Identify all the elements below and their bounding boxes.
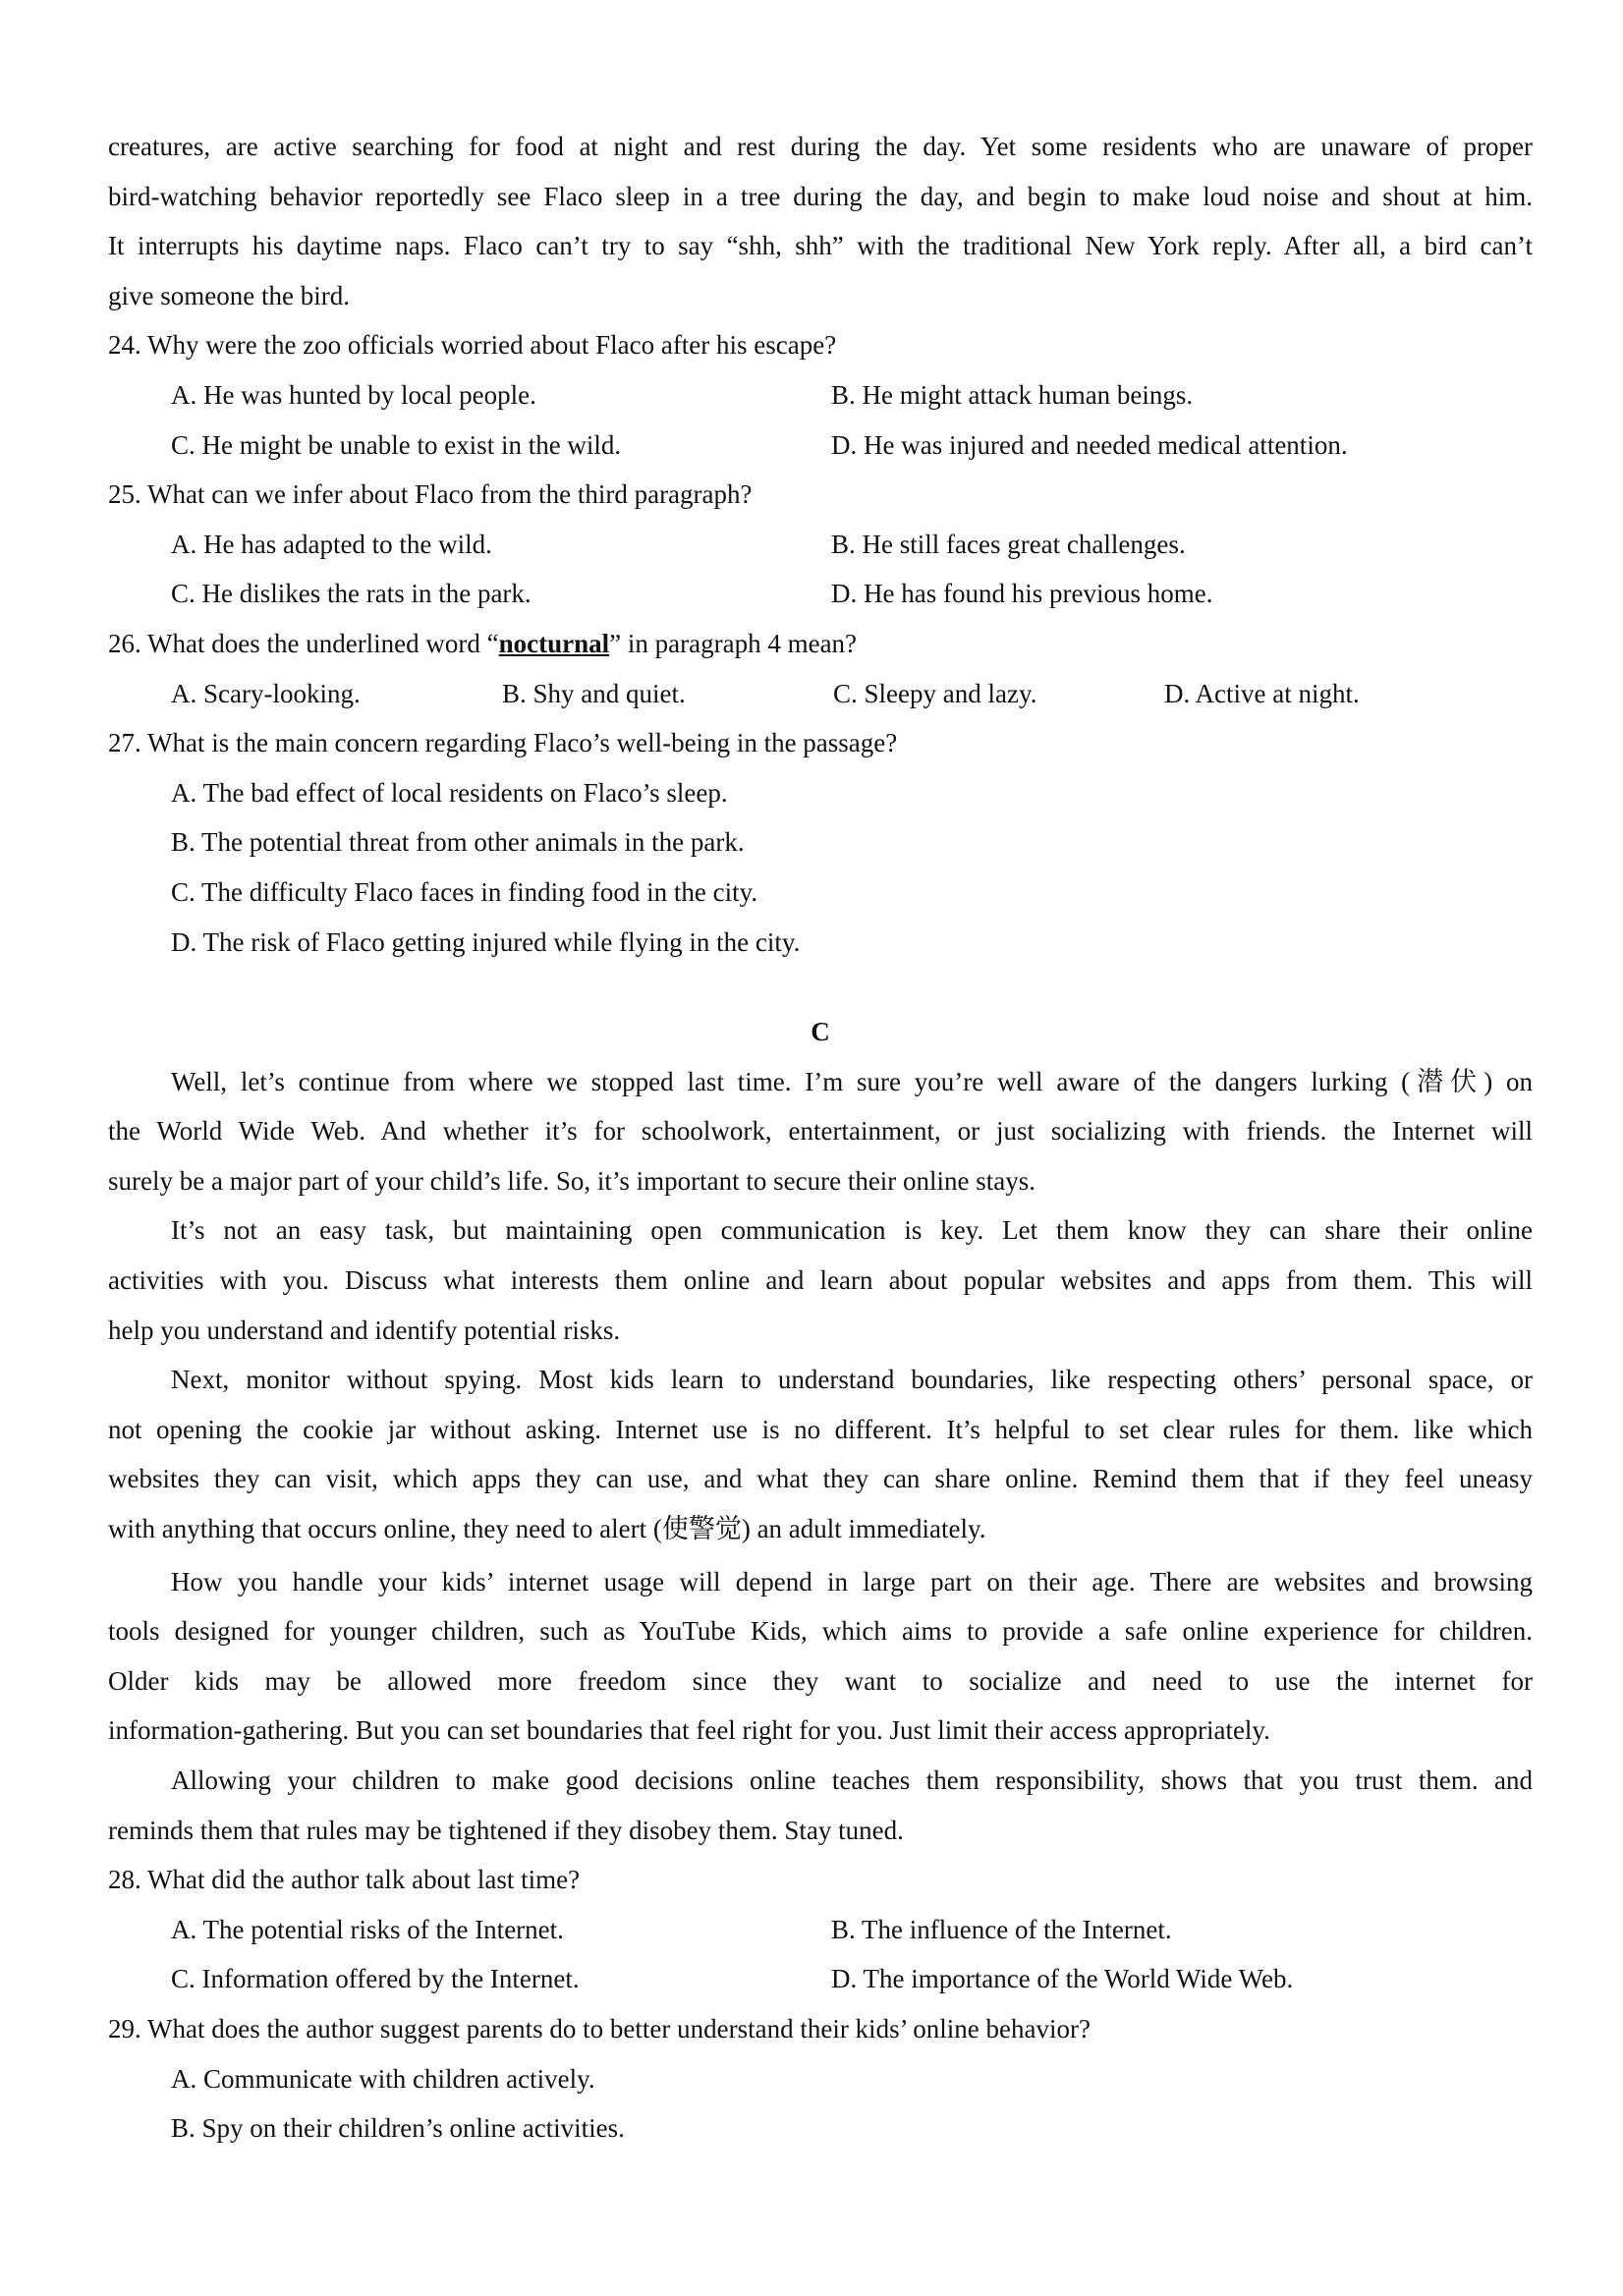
option-a: A. He has adapted to the wild.: [171, 529, 492, 559]
question-stem: 29. What does the author suggest parents do to better understand their kids’ online behavior?: [108, 2013, 1091, 2044]
option-c: C. He dislikes the rats in the park.: [171, 579, 532, 609]
paragraph-line: Allowing your children to make good decisions online teaches them responsibility, shows that you trust them. and: [171, 1765, 1533, 1795]
option-d: D. Active at night.: [1164, 678, 1360, 708]
paragraph-line: information-gathering. But you can set boundaries that feel right for you. Just limit their access appropriately.: [108, 1715, 1270, 1746]
option-b: B. He might attack human beings.: [831, 379, 1194, 410]
question-stem: 24. Why were the zoo officials worried about Flaco after his escape?: [108, 330, 837, 361]
option-row: [108, 1905, 1533, 1955]
option-c: C. Information offered by the Internet.: [171, 1964, 580, 1994]
question-28: [108, 1855, 1533, 2004]
paragraph-line: not opening the cookie jar without asking. Internet use is no different. It’s helpful to set clear rules for them. like which: [108, 1414, 1533, 1444]
passage-b-tail: [108, 122, 1533, 320]
paragraph-line: activities with you. Discuss what interests them online and learn about popular websites and apps from them. This will: [108, 1265, 1533, 1296]
stem-text: 26. What does the underlined word “: [108, 628, 499, 658]
option-row: [108, 520, 1533, 570]
passage-line: It interrupts his daytime naps. Flaco can’t try to say “shh, shh” with the traditional New York reply. After all, a bird can’t: [108, 231, 1533, 261]
paragraph-line: Next, monitor without spying. Most kids learn to understand boundaries, like respecting others’ personal space, or: [171, 1365, 1533, 1395]
paragraph-line: It’s not an easy task, but maintaining open communication is key. Let them know they can share their online: [171, 1215, 1533, 1246]
option-d: D. The risk of Flaco getting injured while flying in the city.: [171, 926, 801, 957]
passage-line: bird-watching behavior reportedly see Flaco sleep in a tree during the day, and begin to make loud noise and shout at him.: [108, 181, 1533, 211]
option-c: C. The difficulty Flaco faces in finding food in the city.: [171, 876, 758, 907]
question-29: [108, 2004, 1533, 2154]
paragraph-2: [108, 1205, 1533, 1355]
paragraph-line: surely be a major part of your child’s life. So, it’s important to secure their online stays.: [108, 1165, 1036, 1196]
option-b: B. The potential threat from other animals in the park.: [171, 827, 745, 858]
paragraph-line: reminds them that rules may be tightened if they disobey them. Stay tuned.: [108, 1815, 904, 1845]
option-row: [108, 370, 1533, 420]
question-25: [108, 470, 1533, 619]
option-a: A. He was hunted by local people.: [171, 379, 536, 410]
question-stem: 28. What did the author talk about last time?: [108, 1865, 581, 1895]
paragraph-1: [108, 1057, 1533, 1206]
option-c: C. Sleepy and lazy.: [833, 678, 1037, 708]
passage-line: creatures, are active searching for food at night and rest during the day. Yet some residents who are unaware of proper: [108, 132, 1533, 161]
option-b: B. He still faces great challenges.: [831, 529, 1186, 559]
exam-page: [108, 122, 1533, 2154]
question-27: [108, 718, 1533, 967]
option-b: B. The influence of the Internet.: [831, 1914, 1172, 1944]
option-row: [108, 420, 1533, 471]
question-24: [108, 320, 1533, 470]
question-26: [108, 619, 1533, 718]
option-d: D. He has found his previous home.: [831, 579, 1213, 609]
paragraph-line: tools designed for younger children, such as YouTube Kids, which aims to provide a safe online experience for children.: [108, 1616, 1533, 1647]
paragraph-5: [108, 1756, 1533, 1855]
question-stem: [108, 619, 1533, 669]
underlined-word: nocturnal: [498, 628, 610, 658]
paragraph-4: [108, 1557, 1533, 1756]
option-a: A. The bad effect of local residents on Flaco’s sleep.: [171, 777, 728, 808]
option-row: [108, 1954, 1533, 2004]
section-c: [108, 1007, 1533, 1855]
option-a: A. Communicate with children actively.: [171, 2063, 595, 2094]
option-row: [108, 569, 1533, 619]
option-b: B. Shy and quiet.: [502, 678, 686, 708]
paragraph-line: How you handle your kids’ internet usage will depend in large part on their age. There are websites and browsing: [171, 1566, 1533, 1596]
paragraph-line: help you understand and identify potential risks.: [108, 1315, 621, 1345]
section-heading: C: [811, 1017, 830, 1047]
option-a: A. Scary-looking.: [171, 678, 361, 708]
option-b: B. Spy on their children’s online activities.: [171, 2113, 625, 2144]
paragraph-line: the World Wide Web. And whether it’s for schoolwork, entertainment, or just socializing with friends. the Internet will: [108, 1116, 1533, 1147]
stem-text: ” in paragraph 4 mean?: [609, 628, 858, 658]
section-gap: [108, 967, 1533, 1007]
question-stem: 25. What can we infer about Flaco from the third paragraph?: [108, 479, 753, 510]
option-d: D. The importance of the World Wide Web.: [831, 1964, 1294, 1994]
paragraph-line: Well, let’s continue from where we stopped last time. I’m sure you’re well aware of the dangers lurking (潜伏) on: [171, 1066, 1533, 1096]
question-stem: 27. What is the main concern regarding Flaco’s well-being in the passage?: [108, 728, 898, 758]
option-a: A. The potential risks of the Internet.: [171, 1914, 564, 1944]
passage-line: give someone the bird.: [108, 280, 350, 310]
paragraph-line: with anything that occurs online, they need to alert (使警觉) an adult immediately.: [108, 1514, 986, 1544]
option-row: [108, 669, 1533, 719]
option-c: C. He might be unable to exist in the wild.: [171, 429, 622, 460]
paragraph-line: websites they can visit, which apps they can use, and what they can share online. Remind them that if they feel uneasy: [108, 1464, 1533, 1494]
option-d: D. He was injured and needed medical attention.: [831, 429, 1348, 460]
paragraph-3: [108, 1355, 1533, 1553]
paragraph-line: Older kids may be allowed more freedom since they want to socialize and need to use the internet for: [108, 1665, 1533, 1696]
